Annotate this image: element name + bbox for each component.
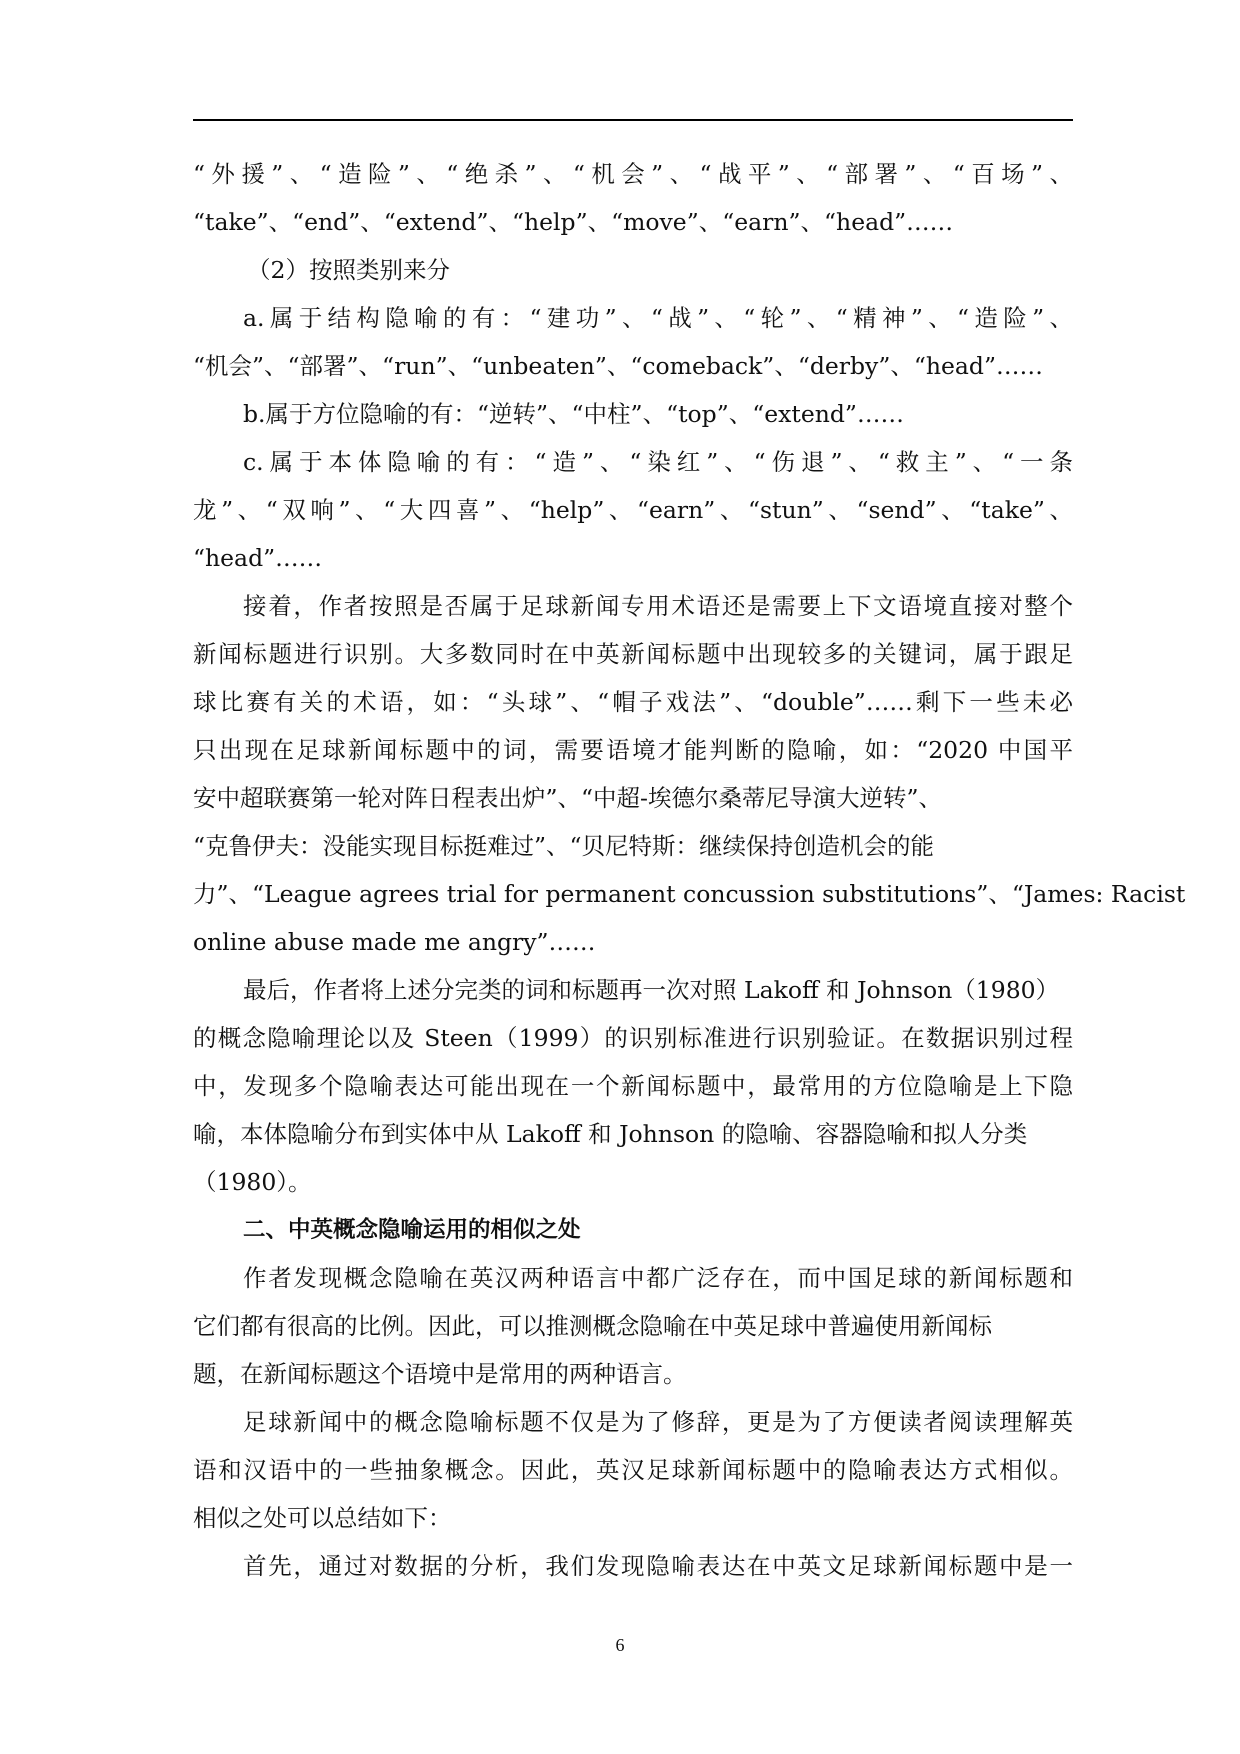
text-line: （2）按照类别来分 <box>247 256 450 284</box>
section-heading: 二、中英概念隐喻运用的相似之处 <box>243 1217 581 1243</box>
text-line: 最后，作者将上述分完类的词和标题再一次对照 Lakoff 和 Johnson（1980） <box>243 976 1060 1004</box>
text-line: 它们都有很高的比例。因此，可以推测概念隐喻在中英足球中普遍使用新闻标 <box>193 1312 992 1340</box>
text-line: 题，在新闻标题这个语境中是常用的两种语言。 <box>193 1360 687 1388</box>
text-line: 足球新闻中的概念隐喻标题不仅是为了修辞，更是为了方便读者阅读理解英 <box>243 1408 1073 1436</box>
text-line: “head”…… <box>193 544 323 572</box>
text-line: c.属于本体隐喻的有：“造”、“染红”、“伤退”、“救主”、“一条 <box>243 448 1073 476</box>
text-line: 新闻标题进行识别。大多数同时在中英新闻标题中出现较多的关键词，属于跟足 <box>193 640 1073 668</box>
text-line: 安中超联赛第一轮对阵日程表出炉”、“中超-埃德尔桑蒂尼导演大逆转”、 <box>193 784 942 812</box>
text-line: 首先，通过对数据的分析，我们发现隐喻表达在中英文足球新闻标题中是一 <box>243 1552 1073 1580</box>
text-line: “take”、“end”、“extend”、“help”、“move”、“earn”、“head”…… <box>193 208 954 236</box>
text-line: 中，发现多个隐喻表达可能出现在一个新闻标题中，最常用的方位隐喻是上下隐 <box>193 1072 1073 1100</box>
text-line: 力”、“League agrees trial for permanent concussion substitutions”、“James: Racist <box>193 880 1186 908</box>
text-line: 的概念隐喻理论以及 Steen（1999）的识别标准进行识别验证。在数据识别过程 <box>193 1024 1073 1052</box>
page-number: 6 <box>615 1635 625 1655</box>
text-line: 作者发现概念隐喻在英汉两种语言中都广泛存在，而中国足球的新闻标题和 <box>243 1264 1073 1292</box>
text-line: b.属于方位隐喻的有：“逆转”、“中柱”、“top”、“extend”…… <box>243 400 904 428</box>
text-line: “机会”、“部署”、“run”、“unbeaten”、“comeback”、“derby”、“head”…… <box>193 352 1043 380</box>
header-rule <box>193 119 1073 121</box>
text-line: a.属于结构隐喻的有：“建功”、“战”、“轮”、“精神”、“造险”、 <box>243 304 1073 332</box>
text-line: 球比赛有关的术语，如：“头球”、“帽子戏法”、“double”……剩下一些未必 <box>193 688 1073 716</box>
text-line: “克鲁伊夫：没能实现目标挺难过”、“贝尼特斯：继续保持创造机会的能 <box>193 832 935 860</box>
text-line: 相似之处可以总结如下： <box>193 1504 452 1532</box>
text-line: 语和汉语中的一些抽象概念。因此，英汉足球新闻标题中的隐喻表达方式相似。 <box>193 1456 1073 1484</box>
text-line: online abuse made me angry”…… <box>193 928 596 956</box>
text-line: （1980）。 <box>193 1168 312 1196</box>
text-line: 只出现在足球新闻标题中的词，需要语境才能判断的隐喻，如：“2020 中国平 <box>193 736 1073 764</box>
text-line: 接着，作者按照是否属于足球新闻专用术语还是需要上下文语境直接对整个 <box>243 592 1073 620</box>
text-line: 喻，本体隐喻分布到实体中从 Lakoff 和 Johnson 的隐喻、容器隐喻和拟人分类 <box>193 1120 1028 1148</box>
text-line: “外援”、“造险”、“绝杀”、“机会”、“战平”、“部署”、“百场”、 <box>193 160 1073 188</box>
text-line: 龙”、“双响”、“大四喜”、“help”、“earn”、“stun”、“send”、“take”、 <box>193 496 1073 524</box>
